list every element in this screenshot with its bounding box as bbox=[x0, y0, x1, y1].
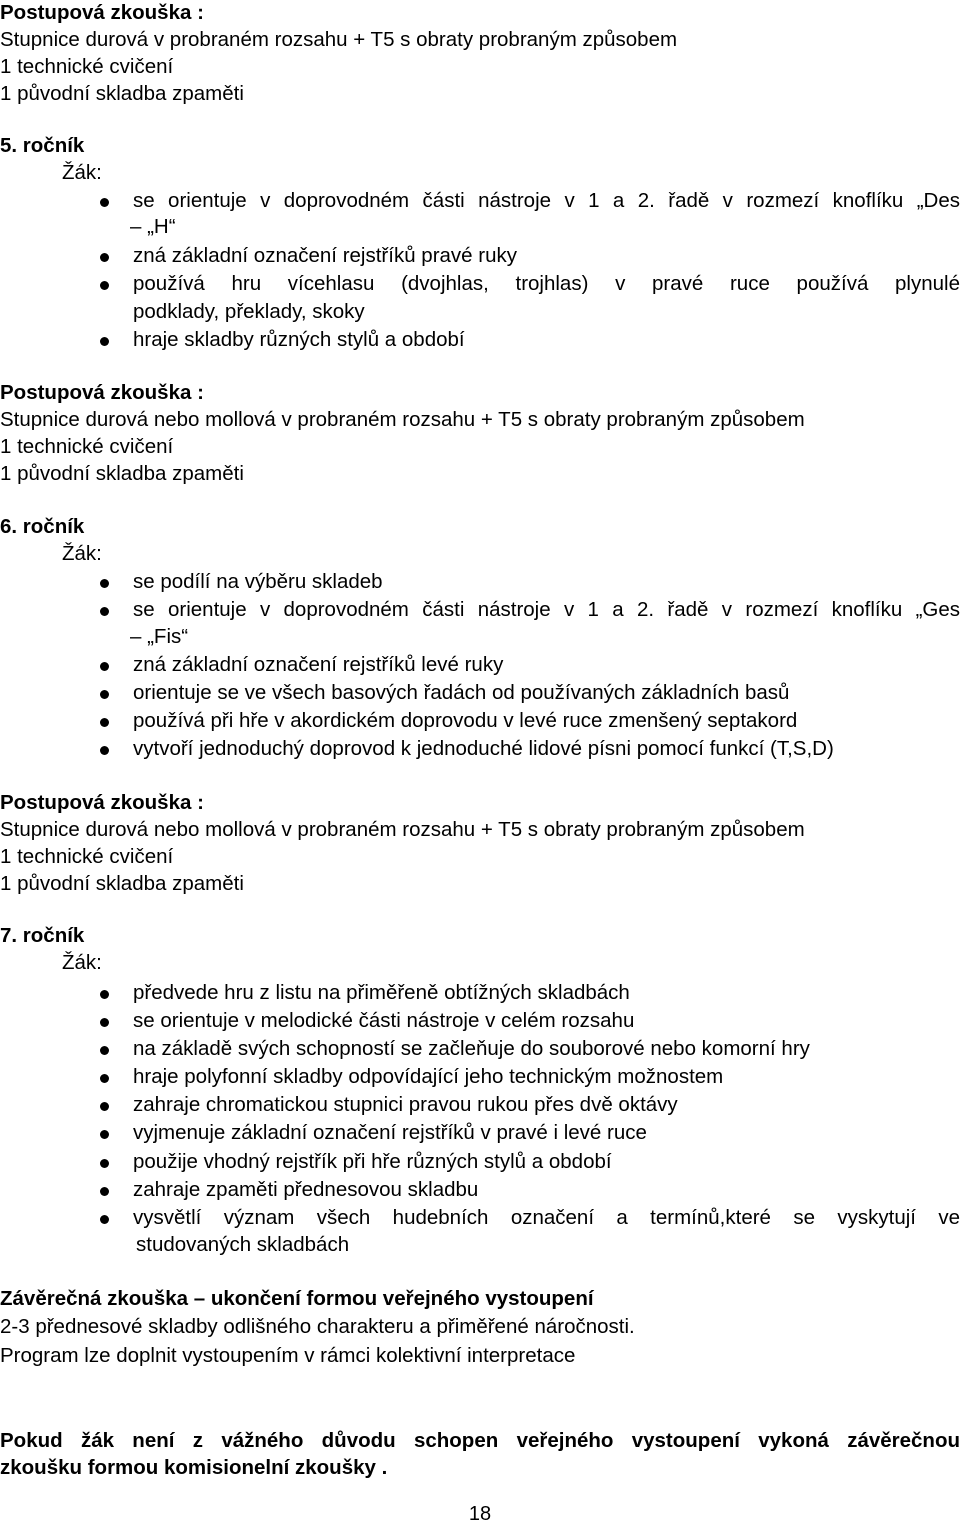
exam-line: 1 původní skladba zpaměti bbox=[0, 462, 244, 485]
pupil-label: Žák: bbox=[62, 951, 102, 974]
list-item: se orientuje v melodické části nástroje v celém rozsahu bbox=[133, 1009, 635, 1032]
exam-heading: Postupová zkouška : bbox=[0, 381, 204, 404]
list-item: orientuje se ve všech basových řadách od používaných základních basů bbox=[133, 681, 790, 704]
exam-line: 1 původní skladba zpaměti bbox=[0, 82, 244, 105]
bullet-icon bbox=[100, 1018, 109, 1027]
final-exam-line: Program lze doplnit vystoupením v rámci kolektivní interpretace bbox=[0, 1344, 576, 1367]
bullet-icon bbox=[100, 337, 109, 346]
list-item: vyjmenuje základní označení rejstříků v pravé i levé ruce bbox=[133, 1121, 647, 1144]
exam-line: 1 původní skladba zpaměti bbox=[0, 872, 244, 895]
list-item: vysvětlí význam všech hudebních označení a termínů,které se vyskytují ve bbox=[133, 1206, 960, 1229]
bullet-icon bbox=[100, 1159, 109, 1168]
list-item-continuation: – „H“ bbox=[130, 215, 176, 238]
bullet-icon bbox=[100, 1102, 109, 1111]
list-item: se podílí na výběru skladeb bbox=[133, 570, 383, 593]
final-exam-heading: Závěrečná zkouška – ukončení formou veřejného vystoupení bbox=[0, 1287, 594, 1310]
bullet-icon bbox=[100, 746, 109, 755]
exam-heading: Postupová zkouška : bbox=[0, 791, 204, 814]
bullet-icon bbox=[100, 579, 109, 588]
grade-title: 7. ročník bbox=[0, 924, 85, 947]
list-item: použije vhodný rejstřík při hře různých stylů a období bbox=[133, 1150, 612, 1173]
exam-line: Stupnice durová nebo mollová v probraném rozsahu + T5 s obraty probraným způsobem bbox=[0, 408, 805, 431]
bullet-icon bbox=[100, 718, 109, 727]
bullet-icon bbox=[100, 690, 109, 699]
final-note: zkoušku formou komisionelní zkoušky . bbox=[0, 1456, 388, 1479]
list-item: hraje polyfonní skladby odpovídající jeho technickým možnostem bbox=[133, 1065, 724, 1088]
exam-heading: Postupová zkouška : bbox=[0, 1, 204, 24]
list-item: zahraje zpaměti přednesovou skladbu bbox=[133, 1178, 479, 1201]
list-item: zná základní označení rejstříků levé ruky bbox=[133, 653, 504, 676]
exam-line: 1 technické cvičení bbox=[0, 55, 174, 78]
grade-title: 6. ročník bbox=[0, 515, 85, 538]
final-note: Pokud žák není z vážného důvodu schopen veřejného vystoupení vykoná závěrečnou bbox=[0, 1429, 960, 1452]
bullet-icon bbox=[100, 1187, 109, 1196]
list-item: na základě svých schopností se začleňuje do souborové nebo komorní hry bbox=[133, 1037, 810, 1060]
pupil-label: Žák: bbox=[62, 161, 102, 184]
pupil-label: Žák: bbox=[62, 542, 102, 565]
list-item: se orientuje v doprovodném části nástroje v 1 a 2. řadě v rozmezí knoflíku „Ges bbox=[133, 598, 960, 621]
list-item-continuation: podklady, překlady, skoky bbox=[133, 300, 365, 323]
bullet-icon bbox=[100, 607, 109, 616]
list-item: předvede hru z listu na přiměřeně obtížných skladbách bbox=[133, 981, 630, 1004]
bullet-icon bbox=[100, 1215, 109, 1224]
bullet-icon bbox=[100, 281, 109, 290]
bullet-icon bbox=[100, 1046, 109, 1055]
list-item: hraje skladby různých stylů a období bbox=[133, 328, 465, 351]
bullet-icon bbox=[100, 990, 109, 999]
list-item: používá při hře v akordickém doprovodu v levé ruce zmenšený septakord bbox=[133, 709, 798, 732]
page-number: 18 bbox=[468, 1503, 492, 1525]
exam-line: 1 technické cvičení bbox=[0, 845, 174, 868]
grade-title: 5. ročník bbox=[0, 134, 85, 157]
bullet-icon bbox=[100, 253, 109, 262]
list-item: vytvoří jednoduchý doprovod k jednoduché lidové písni pomocí funkcí (T,S,D) bbox=[133, 737, 834, 760]
final-exam-line: 2-3 přednesové skladby odlišného charakteru a přiměřené náročnosti. bbox=[0, 1315, 635, 1338]
list-item-continuation: studovaných skladbách bbox=[136, 1233, 350, 1256]
bullet-icon bbox=[100, 1130, 109, 1139]
list-item: se orientuje v doprovodném části nástroje v 1 a 2. řadě v rozmezí knoflíku „Des bbox=[133, 189, 960, 212]
list-item-continuation: – „Fis“ bbox=[130, 625, 189, 648]
list-item: zahraje chromatickou stupnici pravou rukou přes dvě oktávy bbox=[133, 1093, 678, 1116]
bullet-icon bbox=[100, 1074, 109, 1083]
list-item: používá hru vícehlasu (dvojhlas, trojhlas) v pravé ruce používá plynulé bbox=[133, 272, 960, 295]
list-item: zná základní označení rejstříků pravé ruky bbox=[133, 244, 517, 267]
exam-line: Stupnice durová v probraném rozsahu + T5 s obraty probraným způsobem bbox=[0, 28, 678, 51]
bullet-icon bbox=[100, 662, 109, 671]
bullet-icon bbox=[100, 198, 109, 207]
exam-line: Stupnice durová nebo mollová v probraném rozsahu + T5 s obraty probraným způsobem bbox=[0, 818, 805, 841]
exam-line: 1 technické cvičení bbox=[0, 435, 174, 458]
